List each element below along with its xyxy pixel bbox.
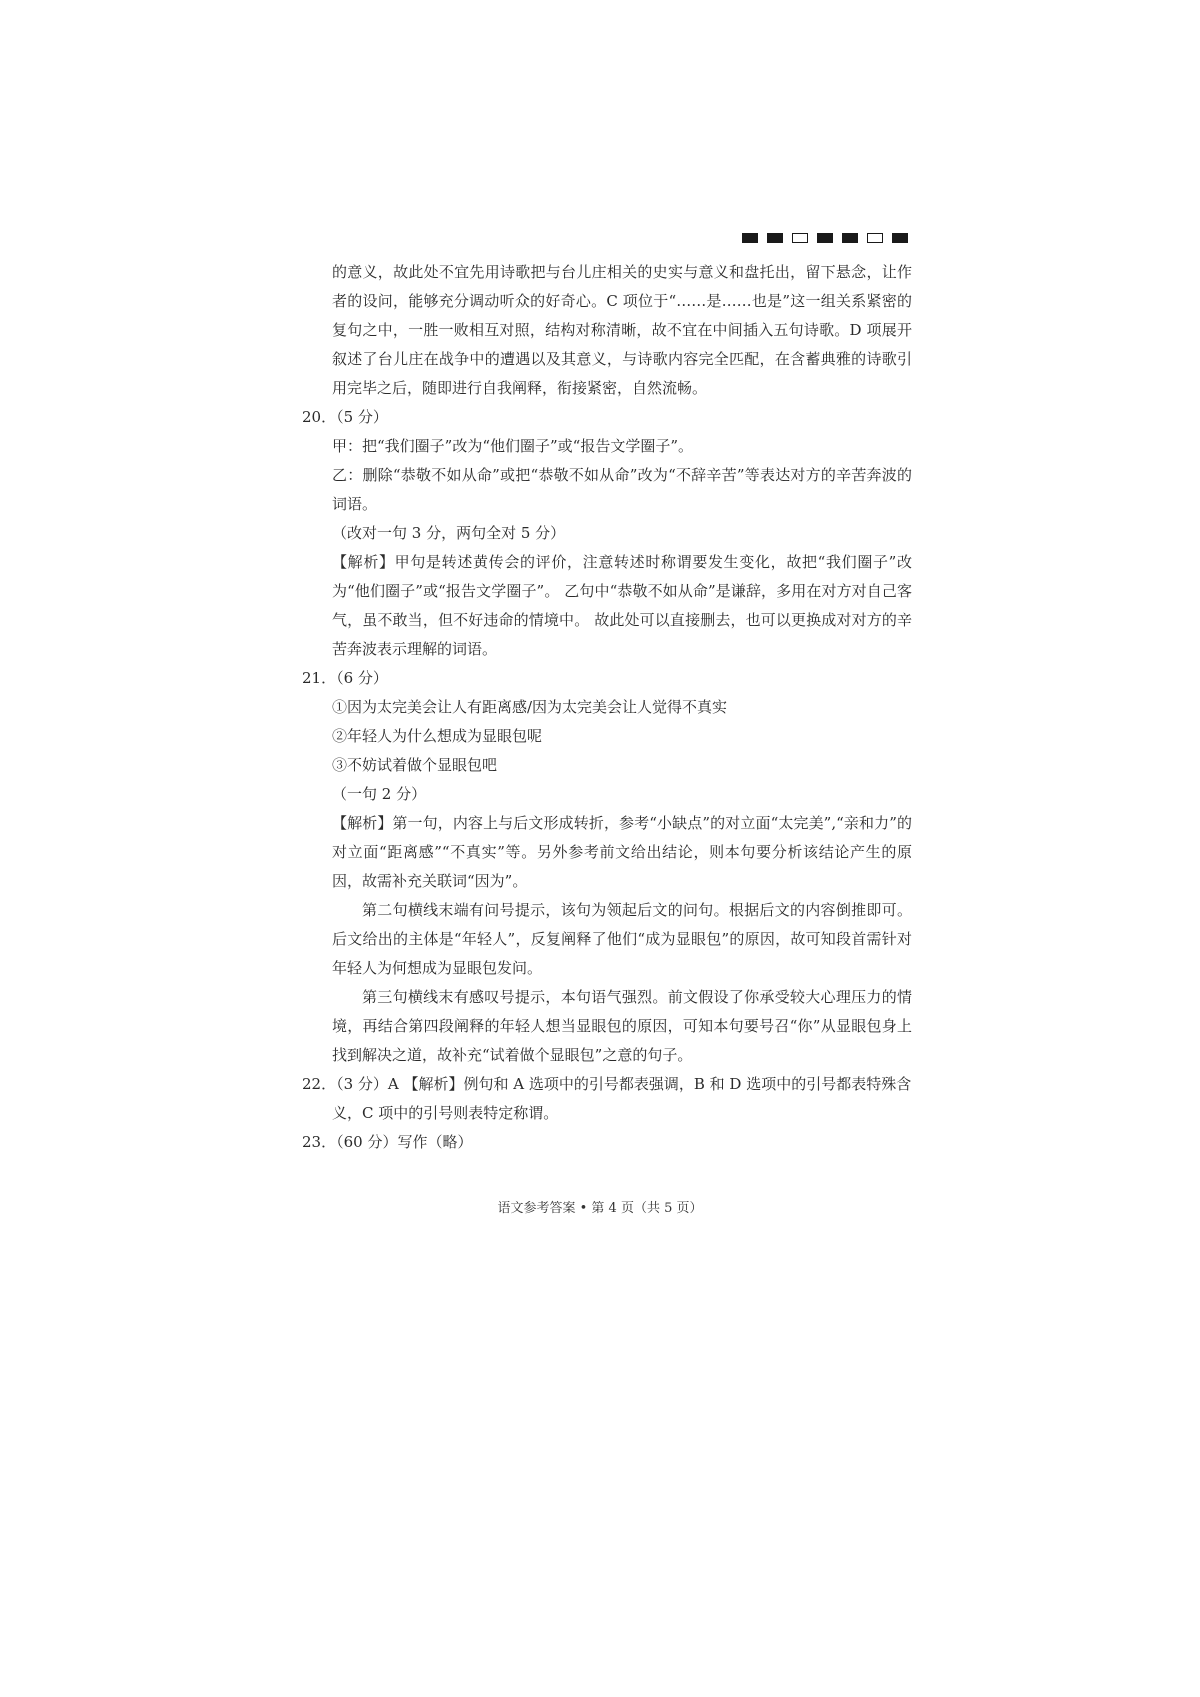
header-mark bbox=[767, 233, 783, 243]
question-22: 22．（3 分）A 【解析】例句和 A 选项中的引号都表强调，B 和 D 选项中的引号都表特殊含义，C 项中的引号则表特定称谓。 bbox=[302, 1075, 912, 1122]
q20-heading: 20．（5 分） bbox=[302, 408, 388, 426]
page-footer: 语文参考答案 • 第 4 页（共 5 页） bbox=[497, 1201, 703, 1216]
header-marks bbox=[742, 233, 908, 243]
question-21 bbox=[302, 664, 912, 1070]
q21-analysis-1: 【解析】第一句，内容上与后文形成转折，参考“小缺点”的对立面“太完美”,“亲和力”的对立面“距离感”“不真实”等。另外参考前文给出结论，则本句要分析该结论产生的原因，故需补充关联词“因为”。 bbox=[332, 814, 912, 890]
q21-answer-1: ①因为太完美会让人有距离感/因为太完美会让人觉得不真实 bbox=[332, 698, 728, 716]
q20-analysis: 【解析】甲句是转述黄传会的评价，注意转述时称谓要发生变化，故把“我们圈子”改为“他们圈子”或“报告文学圈子”。 乙句中“恭敬不如从命”是谦辞，多用在对方对自己客气，虽不敢当，但不好违命的情境中。 故此处可以直接删去，也可以更换成对对方的辛苦奔波表示理解的词语。 bbox=[332, 553, 912, 658]
q20-answer-jia: 甲：把“我们圈子”改为“他们圈子”或“报告文学圈子”。 bbox=[332, 437, 694, 455]
question-23: 23．（60 分）写作（略） bbox=[302, 1133, 473, 1151]
header-mark bbox=[792, 233, 808, 243]
header-mark bbox=[817, 233, 833, 243]
q21-analysis-2: 第二句横线末端有问号提示，该句为领起后文的问句。根据后文的内容倒推即可。后文给出的主体是“年轻人”，反复阐释了他们“成为显眼包”的原因，故可知段首需针对年轻人为何想成为显眼包发问。 bbox=[332, 901, 912, 977]
header-mark bbox=[742, 233, 758, 243]
answer-content bbox=[302, 258, 912, 1157]
header-mark bbox=[892, 233, 908, 243]
q21-score: （一句 2 分） bbox=[332, 785, 427, 803]
q21-answer-2: ②年轻人为什么想成为显眼包呢 bbox=[332, 727, 543, 745]
q21-answer-3: ③不妨试着做个显眼包吧 bbox=[332, 756, 498, 774]
q21-analysis-3: 第三句横线末有感叹号提示，本句语气强烈。前文假设了你承受较大心理压力的情境，再结合第四段阐释的年轻人想当显眼包的原因，可知本句要号召“你”从显眼包身上找到解决之道，故补充“试着做个显眼包”之意的句子。 bbox=[332, 988, 912, 1064]
q19-continuation: 的意义，故此处不宜先用诗歌把与台儿庄相关的史实与意义和盘托出，留下悬念，让作者的设问，能够充分调动听众的好奇心。C 项位于“……是……也是”这一组关系紧密的复句之中，一胜一败相互对照，结构对称清晰，故不宜在中间插入五句诗歌。D 项展开叙述了台儿庄在战争中的遭遇以及其意义，与诗歌内容完全匹配，在含蓄典雅的诗歌引用完毕之后，随即进行自我阐释，衔接紧密，自然流畅。 bbox=[332, 263, 912, 397]
header-mark bbox=[842, 233, 858, 243]
q20-answer-yi: 乙：删除“恭敬不如从命”或把“恭敬不如从命”改为“不辞辛苦”等表达对方的辛苦奔波的词语。 bbox=[332, 466, 912, 513]
q20-score: （改对一句 3 分，两句全对 5 分） bbox=[332, 524, 566, 542]
q21-heading: 21．（6 分） bbox=[302, 669, 388, 687]
header-mark bbox=[867, 233, 883, 243]
question-20 bbox=[302, 403, 912, 664]
